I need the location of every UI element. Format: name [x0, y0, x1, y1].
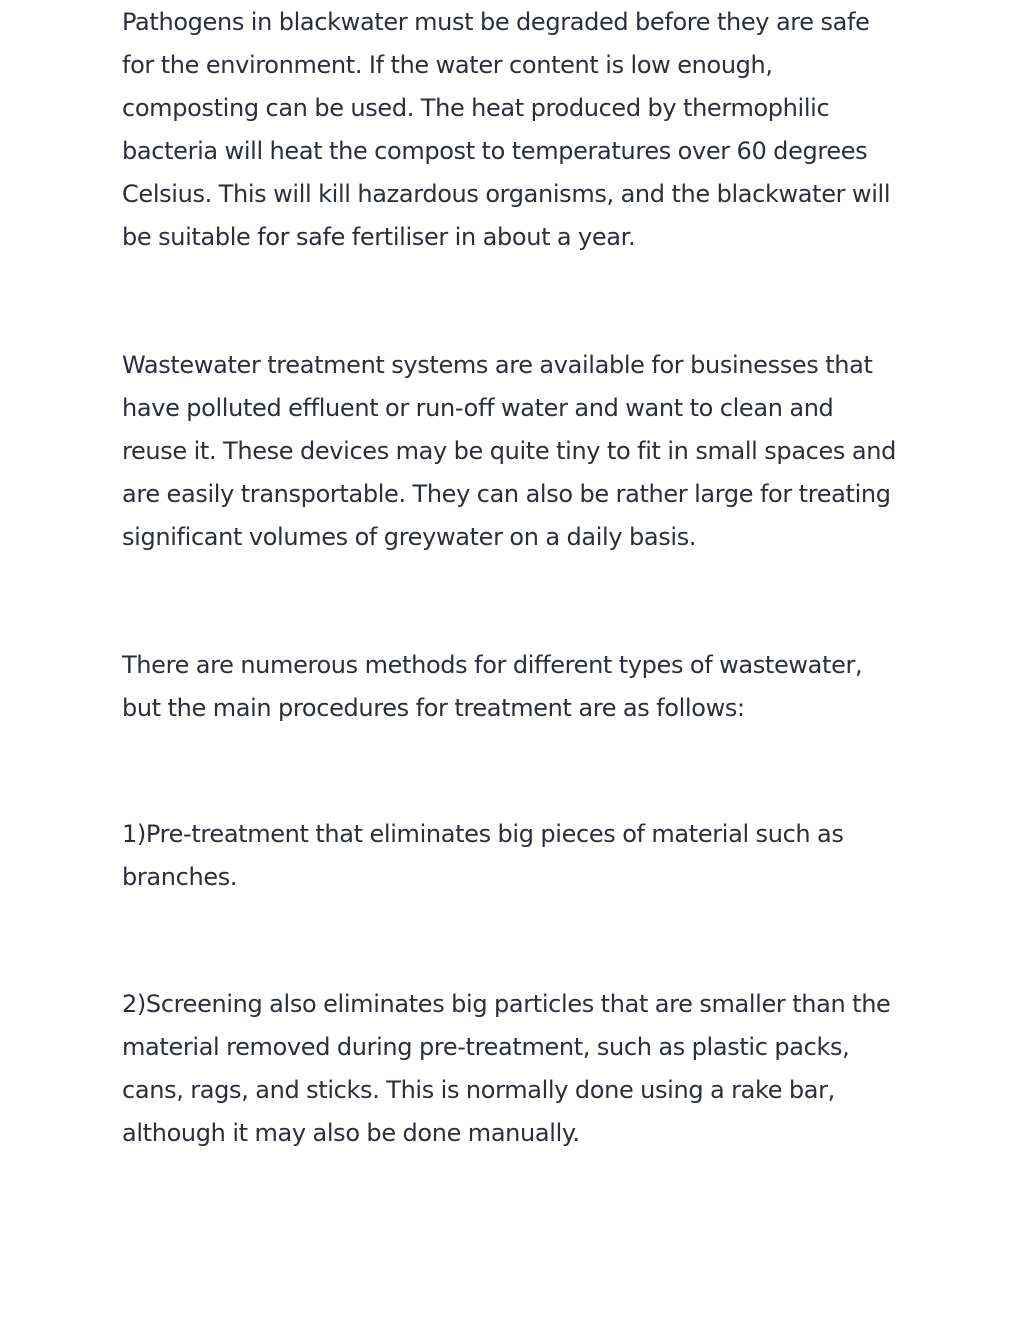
paragraph-pathogens-composting: Pathogens in blackwater must be degraded before they are safe for the environment. If the water content is low enough, composting can be used. The heat produced by thermophilic bacteria will heat the compost to temperatures over 60 degrees Celsius. This will kill hazardous organisms, and the blackwater will be suitable for safe fertiliser in about a year. [122, 8, 891, 251]
list-item-screening: 2)Screening also eliminates big particles that are smaller than the material removed during pre-treatment, such as plastic packs, cans, rags, and sticks. This is normally done using a rake bar, although it may also be done manually. [122, 990, 891, 1147]
paragraph-treatment-systems: Wastewater treatment systems are available for businesses that have polluted effluent or run-off water and want to clean and reuse it. These devices may be quite tiny to fit in small spaces and are easily transportable. They can also be rather large for treating significant volumes of greywater on a daily basis. [122, 351, 896, 551]
paragraph-methods-intro: There are numerous methods for different types of wastewater, but the main procedures for treatment are as follows: [122, 651, 863, 722]
list-item-pre-treatment: 1)Pre-treatment that eliminates big pieces of material such as branches. [122, 820, 844, 891]
